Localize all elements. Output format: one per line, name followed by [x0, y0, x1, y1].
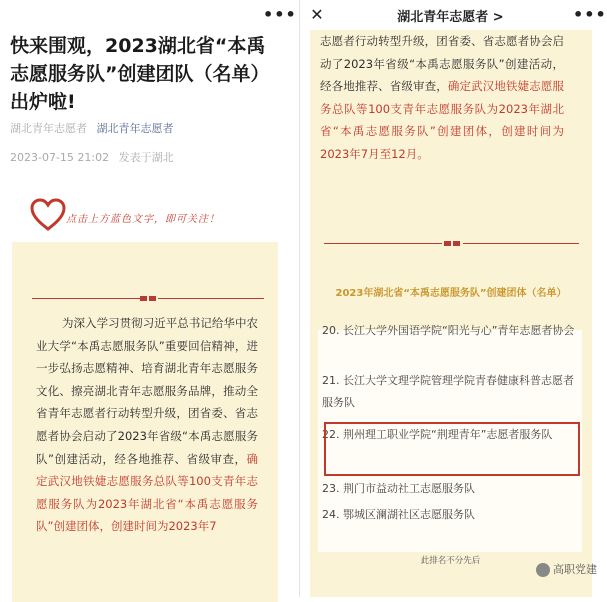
divider-right	[158, 298, 264, 299]
highlight-box	[324, 422, 580, 476]
divider-right	[463, 243, 579, 244]
list-item: 24. 鄂城区澜湖社区志愿服务队	[322, 508, 475, 521]
article-date-line	[10, 149, 174, 165]
author-name: 湖北青年志愿者	[10, 122, 87, 135]
order-note: 此排名不分先后	[420, 556, 481, 566]
watermark	[536, 561, 597, 577]
more-dots-icon[interactable]: •••	[263, 5, 297, 24]
article-meta	[10, 120, 174, 136]
right-top-bar	[300, 0, 607, 30]
close-icon[interactable]: ✕	[310, 5, 324, 24]
right-article-pane	[299, 0, 607, 597]
left-article-pane	[0, 0, 297, 597]
publish-location: 发表于湖北	[118, 151, 174, 164]
divider-mark	[444, 241, 451, 246]
divider-mark	[149, 296, 156, 301]
article-body-panel	[12, 242, 278, 602]
divider-left	[324, 243, 442, 244]
more-dots-icon[interactable]: •••	[573, 5, 607, 24]
nav-account-title[interactable]: 湖北青年志愿者 >	[397, 10, 504, 25]
article-paragraph	[36, 312, 258, 538]
paragraph-highlight: 确定武汉地铁婕志愿服务总队等100支青年志愿服务队为2023年湖北省“本禹志愿服务队”创建团体，创建时间为2023年7月至12月。	[320, 79, 564, 161]
divider-left	[32, 298, 140, 299]
list-item: 22. 荆州理工职业学院“荆理青年”志愿者服务队	[322, 428, 553, 441]
paragraph-highlight: 确定武汉地铁婕志愿服务总队等100支青年志愿服务队为2023年湖北省“本禹志愿服务队”创建团体，创建时间为2023年7	[36, 451, 258, 534]
divider-mark	[140, 296, 147, 301]
list-heading: 2023年湖北省“本禹志愿服务队”创建团体（名单）	[335, 288, 567, 299]
account-link[interactable]: 湖北青年志愿者	[96, 122, 174, 135]
list-item: 21. 长江大学文理学院管理学院青春健康科普志愿者服务队	[322, 374, 574, 409]
team-list	[318, 324, 582, 552]
list-item: 20. 长江大学外国语学院“阳光与心”青年志愿者协会	[322, 324, 575, 337]
wechat-logo-icon	[536, 563, 550, 577]
paragraph-text: 志愿者行动转型升级，团省委、省志愿者协会启动了2023年省级“本禹志愿服务队”创建活动，经各地推荐、省级审查，	[320, 34, 564, 94]
heart-logo-icon	[30, 198, 66, 236]
publish-date: 2023-07-15 21:02	[10, 151, 110, 164]
watermark-text: 高职党建	[553, 563, 597, 576]
left-top-bar	[0, 0, 297, 30]
paragraph-text: 为深入学习贯彻习近平总书记给华中农业大学“本禹志愿服务队”重要回信精神，进一步弘扬志愿精神、培育湖北青年志愿服务文化、擦亮湖北青年志愿服务品牌，推动全省青年志愿者行动转型升级，团省委、省志愿者协会启动了2023年省级“本禹志愿服务队”创建活动，经各地推荐、省级审查，	[36, 316, 258, 466]
divider-mark	[453, 241, 460, 246]
article-paragraph	[320, 30, 564, 166]
follow-hint: 点击上方蓝色文字，即可关注！	[66, 214, 220, 225]
article-title: 快来围观，2023湖北省“本禹志愿服务队”创建团队（名单）出炉啦!	[10, 35, 270, 113]
list-item: 23. 荆门市益动社工志愿服务队	[322, 482, 475, 495]
